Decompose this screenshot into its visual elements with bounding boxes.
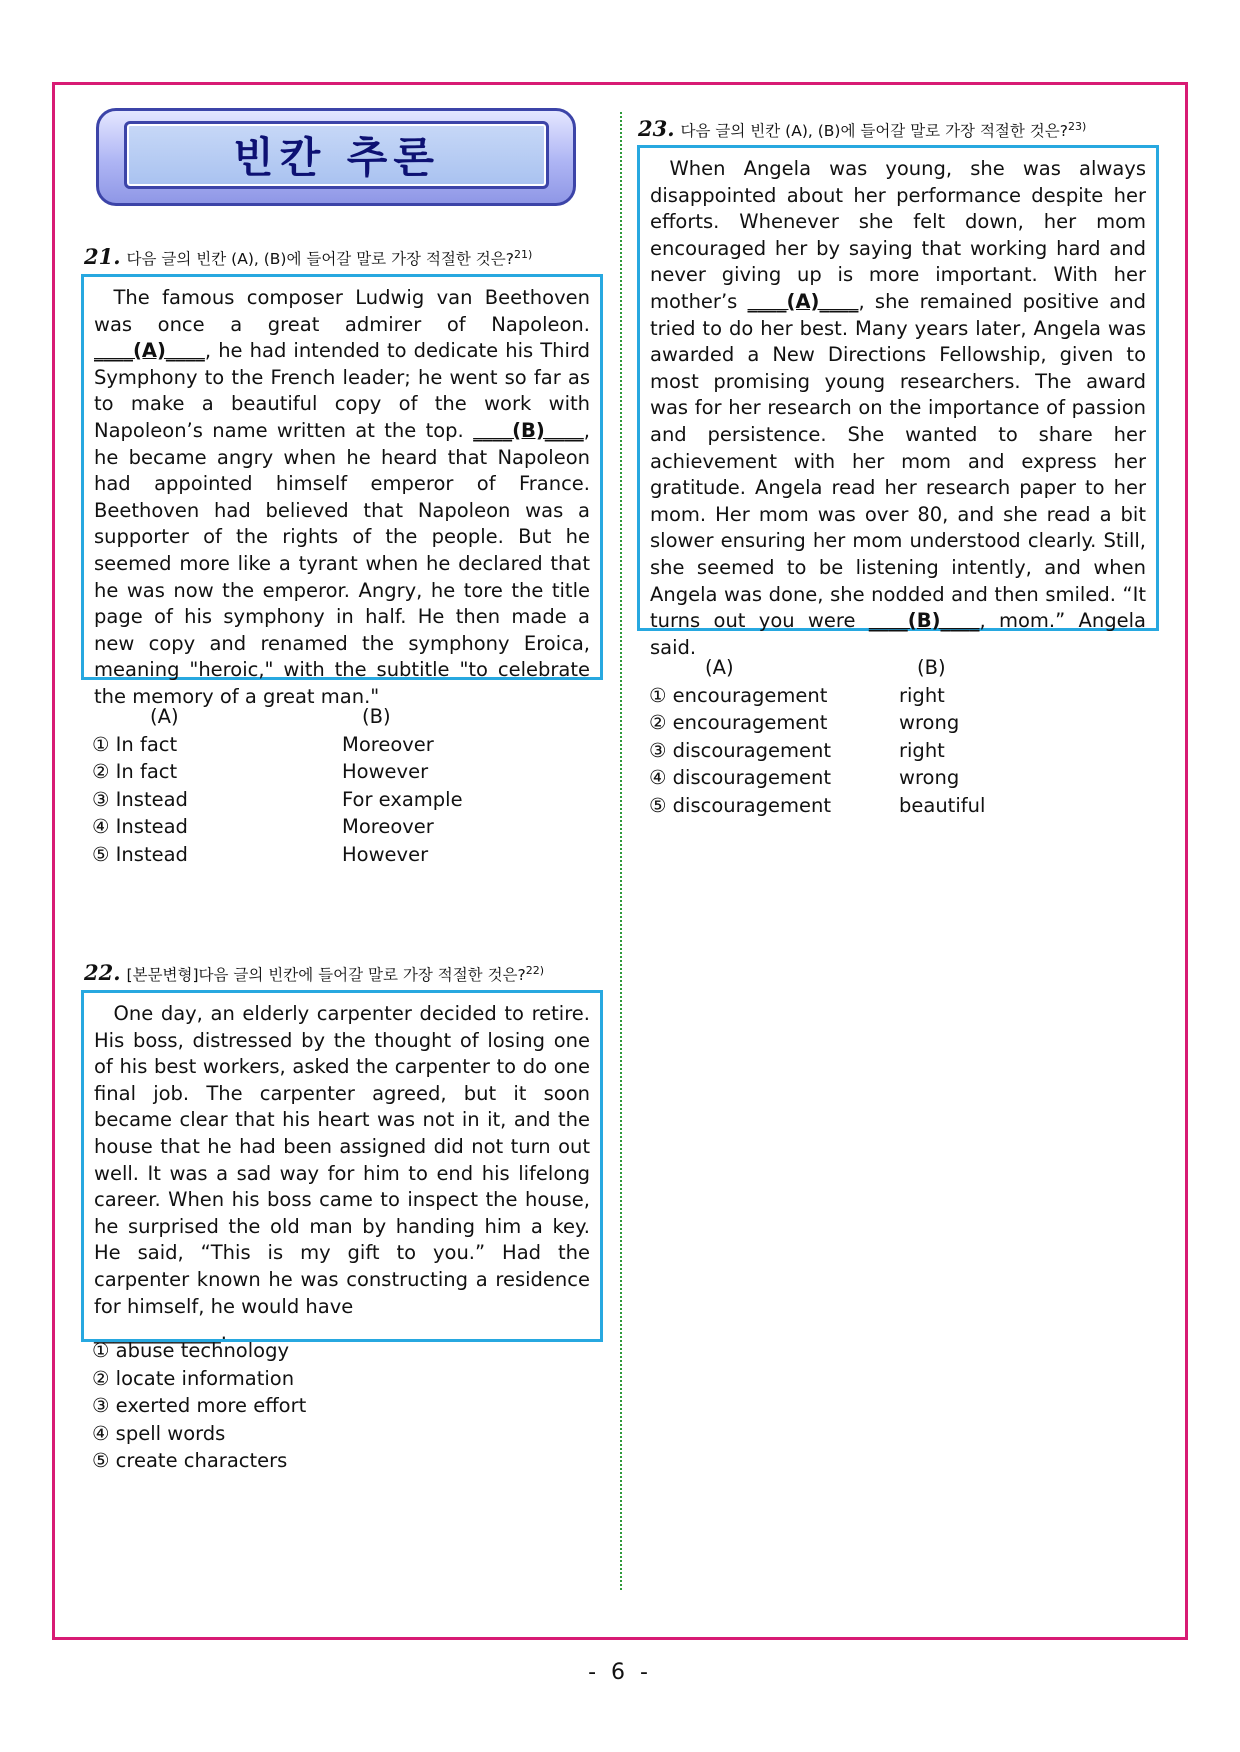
q22-passage-box [81, 990, 603, 1345]
q23-footnote: 23) [1067, 119, 1087, 133]
q21-number: 21. [84, 244, 121, 269]
q23-option-2[interactable]: ② encouragement wrong [649, 711, 960, 735]
q22-options [92, 1337, 512, 1475]
q23-option-3[interactable]: ③ discouragement right [649, 738, 945, 762]
q22-option-3[interactable]: ③ exerted more effort [92, 1394, 307, 1418]
q21-option-5[interactable]: ⑤ Instead However [92, 842, 429, 866]
q21-option-4[interactable]: ④ Instead Moreover [92, 815, 434, 839]
section-title: 빈칸 추론 [233, 133, 440, 182]
q22-header [84, 960, 544, 985]
q21-option-3[interactable]: ③ Instead For example [92, 787, 463, 811]
q22-prompt: [본문변형]다음 글의 빈칸에 들어갈 말로 가장 적절한 것은? [126, 966, 526, 984]
q21-passage-box [81, 274, 603, 708]
q22-option-2[interactable]: ② locate information [92, 1366, 295, 1390]
q23-blank-b: ____(B)____ [868, 609, 980, 633]
q21-options [92, 703, 512, 869]
q21-option-1[interactable]: ① In fact Moreover [92, 732, 434, 756]
q23-option-5[interactable]: ⑤ discouragement beautiful [649, 793, 986, 817]
q23-option-1[interactable]: ① encouragement right [649, 683, 945, 707]
q22-footnote: 22) [525, 963, 545, 977]
q23-prompt: 다음 글의 빈칸 (A), (B)에 들어갈 말로 가장 적절한 것은? [680, 122, 1068, 140]
q21-blank-b: ____(B)____ [473, 418, 584, 442]
q21-options-header [92, 703, 512, 731]
q23-number: 23. [638, 116, 675, 141]
section-title-panel [124, 121, 549, 189]
q21-blank-a: ____(A)____ [94, 339, 205, 363]
q21-footnote: 21) [513, 247, 533, 261]
q23-passage-box [637, 145, 1159, 659]
q21-header-b: (B) [362, 705, 391, 728]
q23-header-a: (A) [705, 656, 734, 679]
q23-options [649, 654, 1069, 820]
q22-option-5[interactable]: ⑤ create characters [92, 1449, 288, 1473]
q21-option-2[interactable]: ② In fact However [92, 760, 429, 784]
q21-prompt: 다음 글의 빈칸 (A), (B)에 들어갈 말로 가장 적절한 것은? [126, 250, 514, 268]
q23-blank-a: ____(A)____ [747, 289, 859, 313]
q22-blank: _____________. [94, 1321, 227, 1345]
q23-header [638, 116, 1086, 141]
q23-passage: When Angela was young, she was always disappointed about her performance despite her efforts. Whenever she felt down, her mom encouraged her by saying that working hard and never giving up is more important. With her mother’s ____(A)____, she remained positive and tried to do her best. Many years later, Angela was awarded a New Directions Fellowship, given to most promising young researchers. The award was for her research on the importance of passion and persistence. She wanted to share her achievement with her mom and express her gratitude. Angela read her research paper to her mom. Her mom was over 80, and she read a bit slower ensuring her mom understood clearly. Still, she seemed to be listening intently, and when Angela was done, she nodded and then smiled. “It turns out you were ____(B)____, mom.” Angela said. [650, 157, 1146, 659]
q22-passage: One day, an elderly carpenter decided to retire. His boss, distressed by the thought of losing one of his best workers, asked the carpenter to do one final job. The carpenter agreed, but it soon became clear that his heart was not in it, and the house that he had been assigned did not turn out well. It was a sad way for him to end his lifelong career. When his boss came to inspect the house, he surprised the old man by handing him a key. He said, “This is my gift to you.” Had the carpenter known he was constructing a residence for himself, he would have _____________. [94, 1001, 590, 1347]
q21-passage: The famous composer Ludwig van Beethoven was once a great admirer of Napoleon. ____(A)____, he had intended to dedicate his Third Symphony to the French leader; he went so far as to make a beautiful copy of the work with Napoleon’s name written at the top. ____(B)____, he became angry when he heard that Napoleon had appointed himself emperor of France. Beethoven had believed that Napoleon was a supporter of the rights of the people. But he seemed more like a tyrant when he declared that he was now the emperor. Angry, he tore the title page of his symphony in half. He then made a new copy and renamed the symphony Eroica, meaning "heroic," with the subtitle "to celebrate the memory of a great man." [94, 286, 590, 708]
q21-header-a: (A) [150, 705, 179, 728]
q22-option-1[interactable]: ① abuse technology [92, 1339, 289, 1362]
page-number: - 6 - [588, 1660, 652, 1685]
q22-option-4[interactable]: ④ spell words [92, 1421, 226, 1445]
q23-header-b: (B) [917, 656, 946, 679]
q23-options-header [649, 654, 1069, 682]
section-title-banner [96, 108, 576, 206]
column-divider [620, 112, 622, 1590]
q21-header [84, 244, 532, 269]
q23-option-4[interactable]: ④ discouragement wrong [649, 766, 960, 790]
q22-number: 22. [84, 960, 121, 985]
